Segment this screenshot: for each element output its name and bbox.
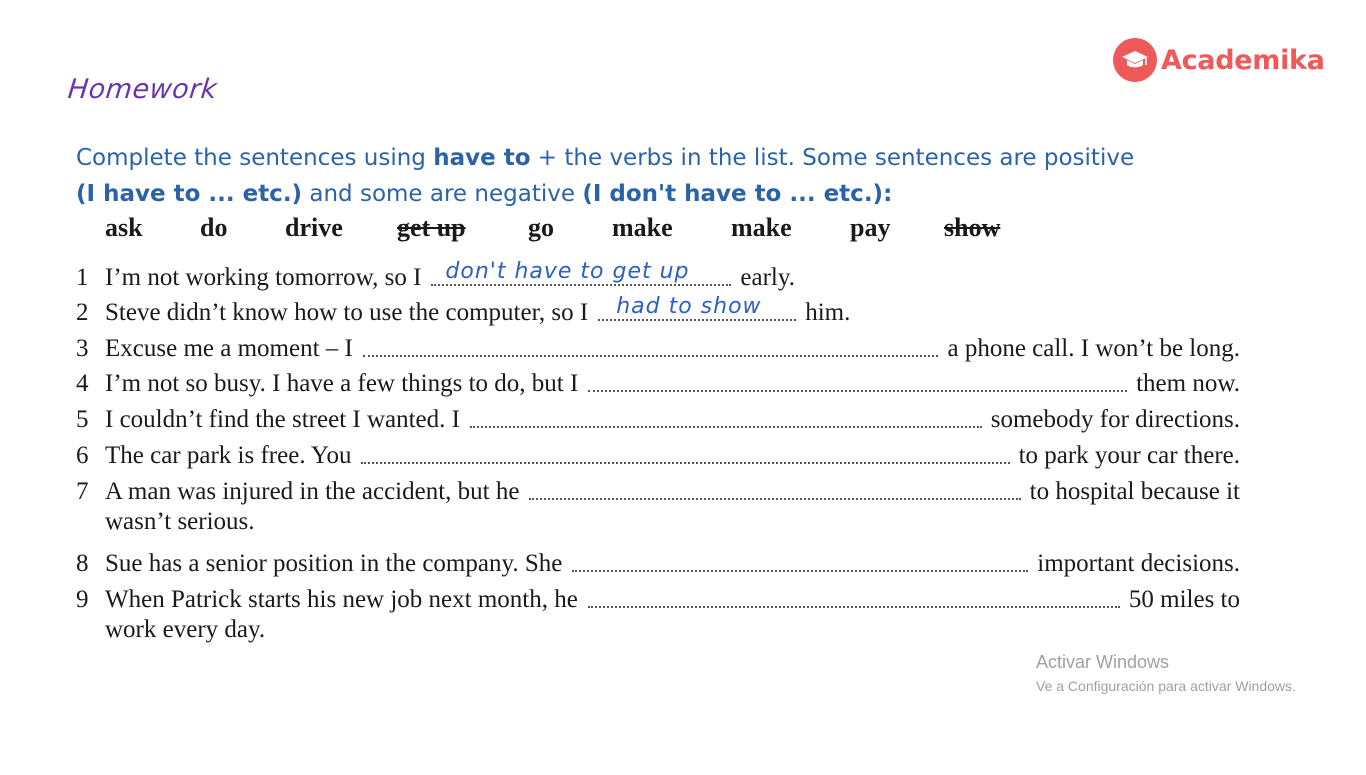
instruction-bold: (I don't have to ... etc.): [582, 181, 893, 207]
sentence-before: Excuse me a moment – I [105, 335, 353, 362]
answer-blank[interactable] [363, 329, 939, 357]
sentence-number: 5 [76, 406, 89, 433]
sentence-continuation: wasn’t serious. [105, 508, 255, 535]
homework-label: Homework [66, 74, 219, 105]
answer-blank[interactable] [598, 293, 796, 321]
sentence-row [76, 327, 1240, 363]
verb-item: go [528, 213, 554, 242]
sentence-number: 4 [76, 370, 89, 397]
academika-logo [1113, 38, 1325, 82]
answer-blank[interactable] [588, 364, 1127, 392]
verb-item-struck: show [944, 213, 1001, 242]
sentence-before: When Patrick starts his new job next month, he [105, 586, 578, 613]
handwritten-answer: don't have to get up [445, 259, 690, 284]
verb-item: make [612, 213, 673, 242]
answer-blank[interactable] [588, 580, 1120, 608]
answer-blank[interactable] [470, 400, 982, 428]
sentence-number: 9 [76, 586, 89, 613]
answer-blank[interactable] [431, 258, 731, 286]
instruction-bold: (I have to ... etc.) [76, 181, 303, 207]
sentence-after: him. [805, 299, 851, 326]
sentence-after: 50 miles to [1128, 586, 1240, 613]
sentence-row [76, 542, 1240, 578]
sentence-row [76, 398, 1240, 434]
sentence-before: The car park is free. You [105, 442, 352, 469]
verb-item-struck: get up [397, 213, 466, 242]
answer-blank[interactable] [361, 436, 1009, 464]
verb-item: drive [285, 213, 343, 242]
sentence-number: 6 [76, 442, 89, 469]
instruction-bold: have to [433, 145, 531, 171]
sentence-number: 3 [76, 335, 89, 362]
sentence-number: 1 [76, 264, 89, 291]
verb-item: pay [850, 213, 891, 242]
sentence-row [76, 291, 1240, 327]
sentence-before: A man was injured in the accident, but he [105, 478, 520, 505]
verb-item: ask [105, 213, 143, 242]
windows-activation-watermark [1036, 652, 1296, 694]
sentence-number: 8 [76, 550, 89, 577]
sentence-continuation: work every day. [105, 616, 266, 643]
sentence-number: 2 [76, 299, 89, 326]
sentence-row [76, 256, 1240, 292]
sentence-after: early. [740, 264, 795, 291]
verb-item: make [731, 213, 792, 242]
sentence-after: important decisions. [1037, 550, 1240, 577]
sentence-before: Sue has a senior position in the company. She [105, 550, 563, 577]
verb-item: do [200, 213, 228, 242]
instruction-text: + the verbs in the list. Some sentences are positive [530, 145, 1135, 171]
sentence-before: Steve didn’t know how to use the computer, so I [105, 299, 589, 326]
sentence-row [76, 362, 1240, 398]
sentence-before: I’m not so busy. I have a few things to do, but I [105, 370, 579, 397]
graduation-cap-icon [1113, 38, 1157, 82]
answer-blank[interactable] [529, 472, 1020, 500]
sentence-after: somebody for directions. [990, 406, 1240, 433]
sentence-row [76, 470, 1240, 506]
sentence-after: them now. [1136, 370, 1240, 397]
brand-name: Academika [1161, 44, 1325, 76]
sentence-before: I’m not working tomorrow, so I [105, 264, 422, 291]
sentence-row [76, 434, 1240, 470]
instruction-text: Complete the sentences using [76, 145, 434, 171]
instruction-text: and some are negative [302, 181, 583, 207]
exercise-instructions [76, 140, 1176, 212]
answer-blank[interactable] [572, 544, 1028, 572]
sentence-after: a phone call. I won’t be long. [947, 335, 1240, 362]
sentence-after: to hospital because it [1029, 478, 1240, 505]
sentence-number: 7 [76, 478, 89, 505]
watermark-subtitle: Ve a Configuración para activar Windows. [1036, 678, 1296, 694]
sentence-row [76, 578, 1240, 614]
handwritten-answer: had to show [616, 294, 762, 319]
sentence-after: to park your car there. [1018, 442, 1240, 469]
sentence-before: I couldn’t find the street I wanted. I [105, 406, 460, 433]
watermark-title: Activar Windows [1036, 652, 1170, 672]
